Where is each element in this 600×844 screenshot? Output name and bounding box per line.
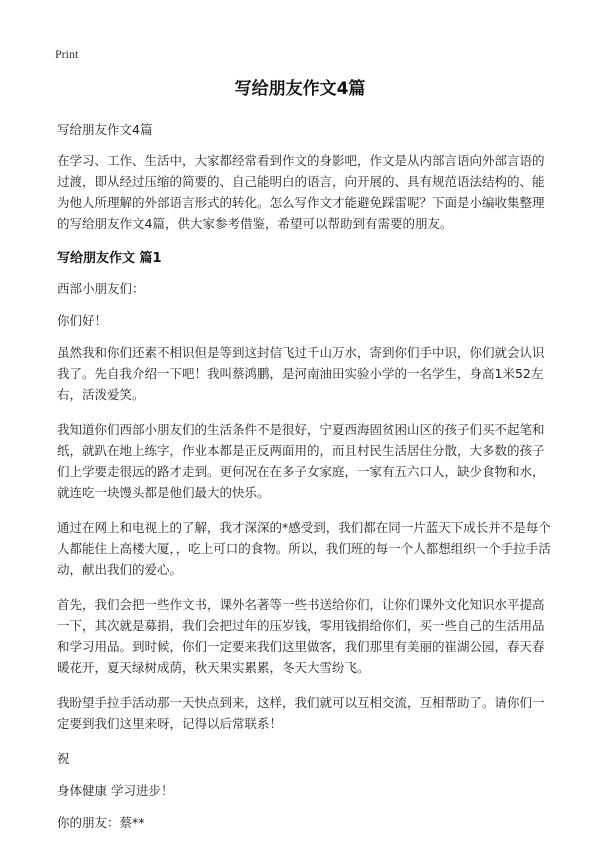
letter-paragraph: 通过在网上和电视上的了解，我才深深的*感受到，我们都在同一片蓝天下成长并不是每个人都能住上高楼大厦，，吃上可口的食物。所以，我们班的每一个人都想组织一个手拉手活动，献出我们的爱心。 (57, 520, 551, 577)
letter-greeting: 你们好！ (57, 313, 108, 328)
article-body (57, 119, 553, 844)
letter-paragraph: 我盼望手拉手活动那一天快点到来，这样，我们就可以互相交流，互相帮助了。请你们一定要到我们这里来呀，记得以后常联系！ (57, 695, 545, 731)
letter-signature: 你的朋友：蔡** (57, 815, 145, 830)
print-link[interactable]: Print (55, 47, 79, 61)
section-heading: 写给朋友作文 篇1 (57, 251, 162, 266)
intro-paragraph: 在学习、工作、生活中，大家都经常看到作文的身影吧，作文是从内部言语向外部言语的过渡，即从经过压缩的简要的、自己能明白的语言，向开展的、具有规范语法结构的、能为他人所理解的外部语言形式的转化。怎么写作文才能避免踩雷呢？下面是小编收集整理的写给朋友作文4篇，供大家参考借鉴，希望可以帮助到有需要的朋友。 (57, 153, 545, 231)
intro-heading: 写给朋友作文4篇 (57, 122, 153, 137)
letter-paragraph: 我知道你们西部小朋友们的生活条件不是很好，宁夏西海固贫困山区的孩子们买不起笔和纸，就趴在地上练字，作业本都是正反两面用的，而且村民生活居住分散，大多数的孩子们上学要走很远的路才走到。更何况在在多子女家庭，一家有五六口人，缺少食物和水，就连吃一块馒头都是他们最大的快乐。 (57, 422, 545, 500)
page-title: 写给朋友作文4篇 (234, 79, 366, 99)
letter-salutation: 西部小朋友们： (57, 281, 145, 296)
letter-closing-blessing: 身体健康 学习进步！ (57, 783, 174, 798)
letter-closing-wish: 祝 (57, 751, 70, 766)
letter-paragraph: 首先，我们会把一些作文书，课外名著等一些书送给你们，让你们课外文化知识水平提高一下，其次就是募捐，我们会把过年的压岁钱，零用钱捐给你们，买一些自己的生活用品和学习用品。到时候，你们一定要来我们这里做客，我们那里有美丽的崔湖公园，春天春暖花开，夏天绿树成荫，秋天果实累累，冬天大雪纷飞。 (57, 597, 545, 675)
letter-paragraph: 虽然我和你们还素不相识但是等到这封信飞过千山万水，寄到你们手中识，你们就会认识我了。先自我介绍一下吧！我叫蔡鸿鹏，是河南油田实验小学的一名学生，身高1米52左右，活泼爱笑。 (57, 345, 545, 402)
